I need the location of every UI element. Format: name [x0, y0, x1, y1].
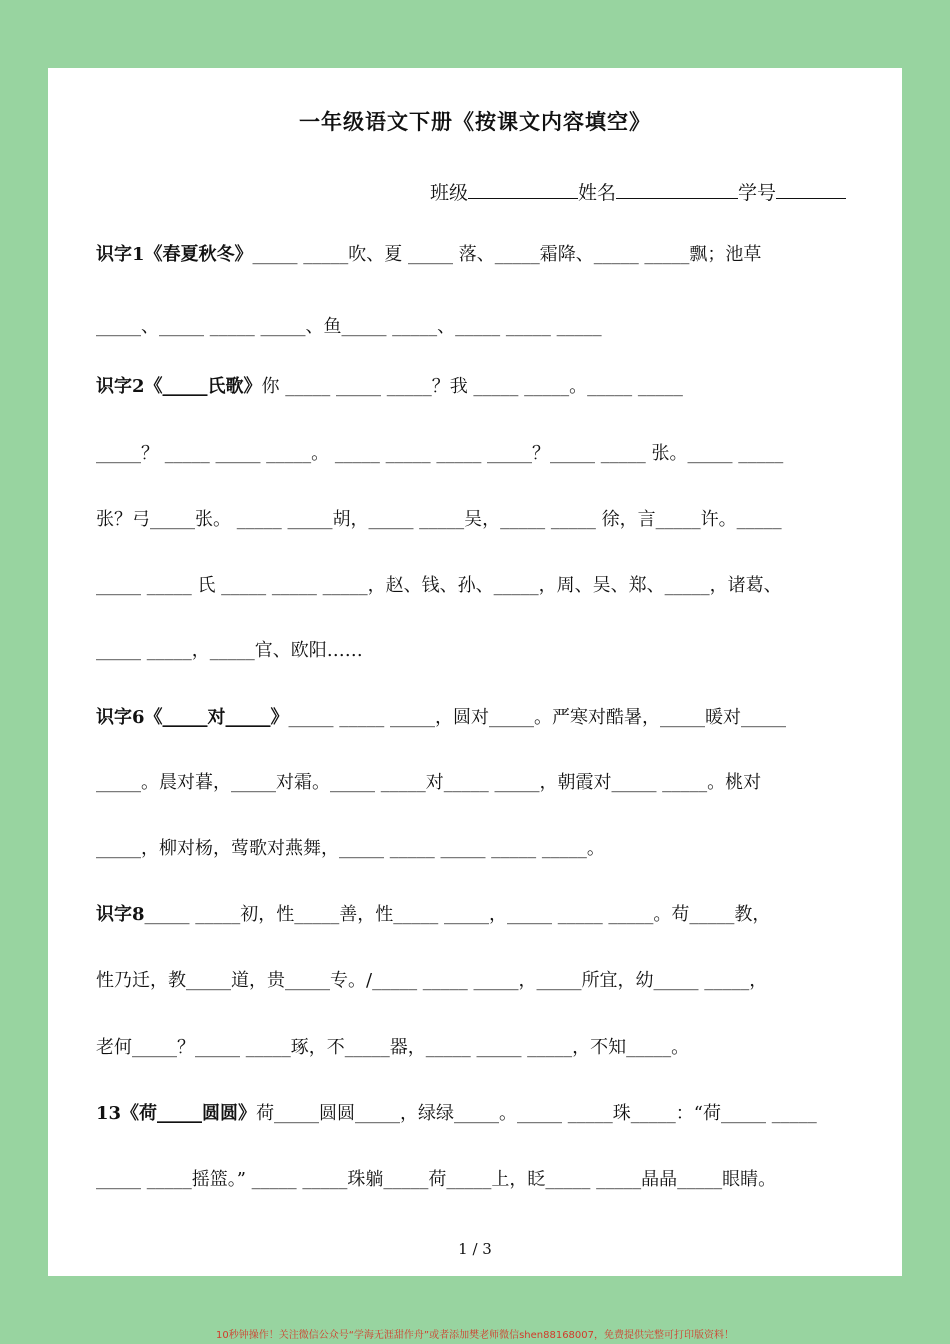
exercise-line [96, 441, 876, 467]
lesson-heading: 13《荷_____圆圆》 [96, 1103, 257, 1124]
line-text: _____ _____ _____，圆对_____。严寒对酷暑，_____暖对_____ [288, 707, 786, 728]
name-blank[interactable] [616, 182, 738, 199]
page-number: 1 / 3 [458, 1240, 492, 1258]
exercise-line [96, 242, 876, 268]
exercise-line [96, 507, 876, 533]
exercise-line [96, 770, 876, 796]
line-text: 荷_____圆圆_____，绿绿_____。_____ _____珠_____：“荷_____ _____ [256, 1103, 817, 1124]
line-text: 你 _____ _____ _____？我 _____ _____。_____ _____ [261, 376, 683, 397]
exercise-line [96, 1035, 876, 1061]
line-text: _____、_____ _____ _____、鱼_____ _____、_____ _____ _____ [96, 316, 602, 337]
page-title: 一年级语文下册《按课文内容填空》 [299, 109, 651, 134]
class-blank[interactable] [468, 182, 578, 199]
exercise-line [96, 705, 876, 731]
line-text: _____，柳对杨，莺歌对燕舞，_____ _____ _____ _____ _____。 [96, 838, 605, 859]
exercise-line [96, 1101, 876, 1127]
line-text: _____ _____吹、夏 _____ 落、_____霜降、_____ _____飘；池草 [252, 244, 762, 265]
exercise-line [96, 836, 876, 862]
line-text: _____。晨对暮，_____对霜。_____ _____对_____ _____，朝霞对_____ _____。桃对 [96, 772, 762, 793]
exercise-line [96, 573, 876, 599]
student-info [430, 178, 846, 205]
number-label: 学号 [738, 182, 777, 204]
line-text: _____？ _____ _____ _____。 _____ _____ _____ _____？_____ _____ 张。_____ _____ [96, 443, 784, 464]
line-text: 性乃迁，教_____道，贵_____专。/_____ _____ _____，_____所宜，幼_____ _____， [96, 970, 768, 991]
exercise-line [96, 968, 876, 994]
number-blank[interactable] [776, 182, 846, 199]
lesson-heading: 识字1《春夏秋冬》 [96, 244, 253, 265]
exercise-line [96, 638, 876, 664]
line-text: 老何_____？_____ _____琢，不_____器，_____ _____ _____，不知_____。 [96, 1037, 690, 1058]
line-text: _____ _____初，性_____善，性_____ _____，_____ _____ _____。苟_____教， [144, 904, 771, 925]
line-text: _____ _____ 氏 _____ _____ _____，赵、钱、孙、_____，周、吴、郑、_____，诸葛、 [96, 575, 782, 596]
line-text: _____ _____摇篮。” _____ _____珠躺_____荷_____上，眨_____ _____晶晶_____眼睛。 [96, 1169, 777, 1190]
line-text: 张？弓_____张。 _____ _____胡，_____ _____吴，_____ _____ 徐，言_____许。_____ [96, 509, 782, 530]
exercise-line [96, 374, 876, 400]
name-label: 姓名 [578, 182, 617, 204]
lesson-heading: 识字6《_____对_____》 [96, 707, 289, 728]
exercise-line [96, 902, 876, 928]
lesson-heading: 识字2《_____氏歌》 [96, 376, 262, 397]
exercise-line [96, 1167, 876, 1193]
lesson-heading: 识字8 [96, 904, 145, 925]
exercise-line [96, 314, 876, 340]
promo-footer: 10秒钟操作！关注微信公众号“学海无涯甜作舟”或者添加樊老师微信shen88168007，免费提供完整可打印版资料！ [215, 1330, 735, 1341]
class-label: 班级 [430, 182, 469, 204]
line-text: _____ _____，_____官、欧阳…… [96, 640, 363, 661]
worksheet-page [48, 68, 902, 1276]
